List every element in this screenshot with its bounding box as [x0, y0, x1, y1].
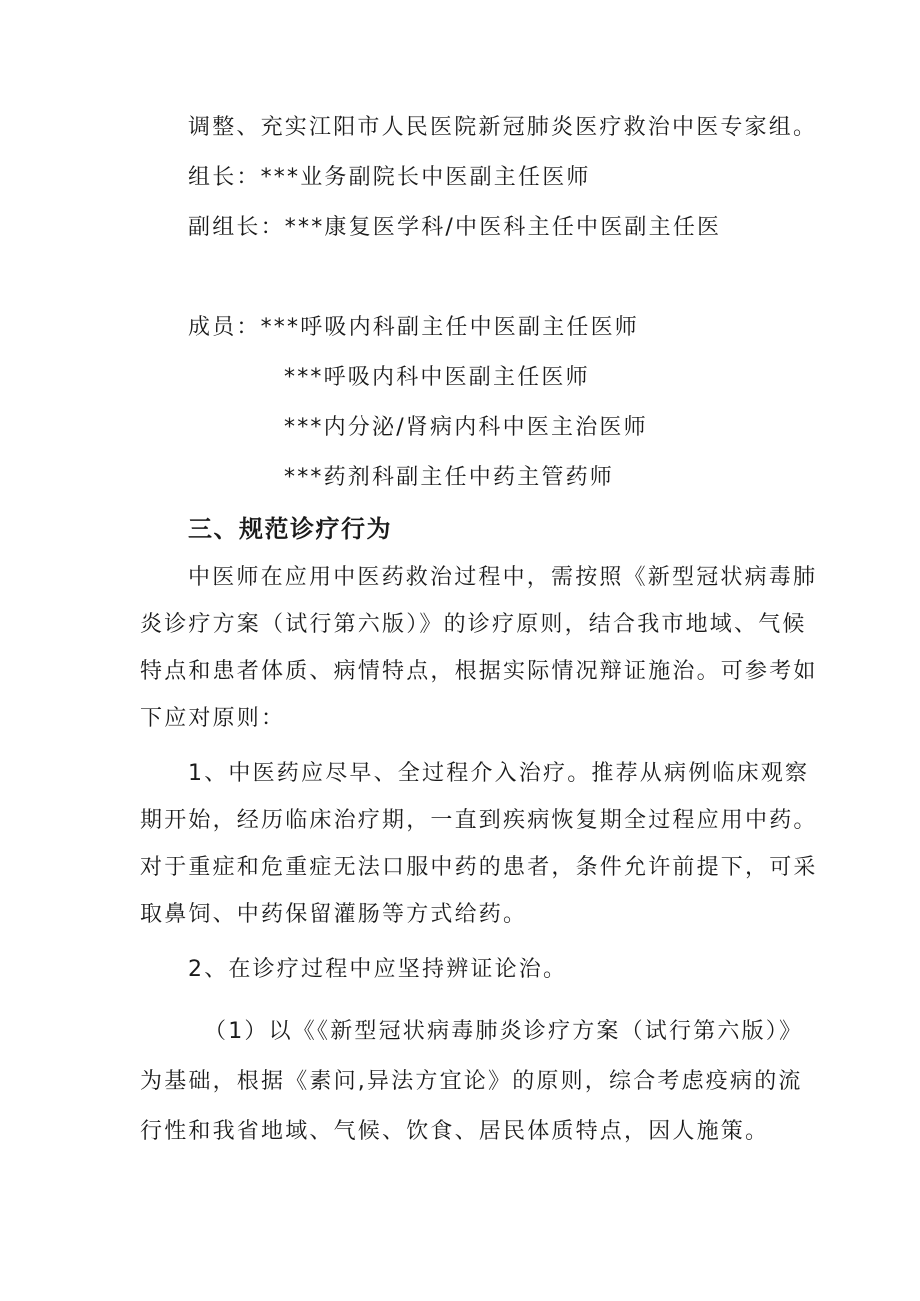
paragraph-line: 对于重症和危重症无法口服中药的患者，条件允许前提下，可采 — [140, 855, 818, 880]
paragraph-line: 下应对原则： — [140, 706, 286, 731]
paragraph-line: 取鼻饲、中药保留灌肠等方式给药。 — [140, 902, 528, 927]
paragraph-line: 特点和患者体质、病情特点，根据实际情况辩证施治。可参考如 — [140, 659, 818, 684]
paragraph-line: 为基础，根据《素问,异法方宜论》的原则，综合考虑疫病的流 — [140, 1069, 803, 1094]
paragraph-line: 炎诊疗方案（试行第六版）》的诊疗原则，结合我市地域、气候 — [140, 612, 807, 637]
member-line: ***药剂科副主任中药主管药师 — [284, 465, 615, 490]
section-heading: 三、规范诊疗行为 — [188, 515, 392, 543]
leader-line: 组长：***业务副院长中医副主任医师 — [188, 165, 591, 190]
members-line: 成员：***呼吸内科副主任中医副主任医师 — [188, 315, 640, 340]
paragraph-line: （1）以《《新型冠状病毒肺炎诊疗方案（试行第六版）》 — [204, 1019, 804, 1044]
member-line: ***内分泌/肾病内科中医主治医师 — [284, 415, 648, 440]
paragraph-line: 期开始，经历临床治疗期，一直到疾病恢复期全过程应用中药。 — [140, 808, 818, 833]
paragraph-line: 2、在诊疗过程中应坚持辨证论治。 — [188, 957, 568, 982]
deputy-leader-line: 副组长：***康复医学科/中医科主任中医副主任医 — [188, 215, 722, 240]
paragraph-line: 中医师在应用中医药救治过程中，需按照《新型冠状病毒肺 — [188, 565, 818, 590]
paragraph-line: 1、中医药应尽早、全过程介入治疗。推荐从病例临床观察 — [188, 761, 810, 786]
intro-line: 调整、充实江阳市人民医院新冠肺炎医疗救治中医专家组。 — [188, 115, 818, 140]
paragraph-line: 行性和我省地域、气候、饮食、居民体质特点，因人施策。 — [140, 1119, 770, 1144]
member-line: ***呼吸内科中医副主任医师 — [284, 365, 590, 390]
